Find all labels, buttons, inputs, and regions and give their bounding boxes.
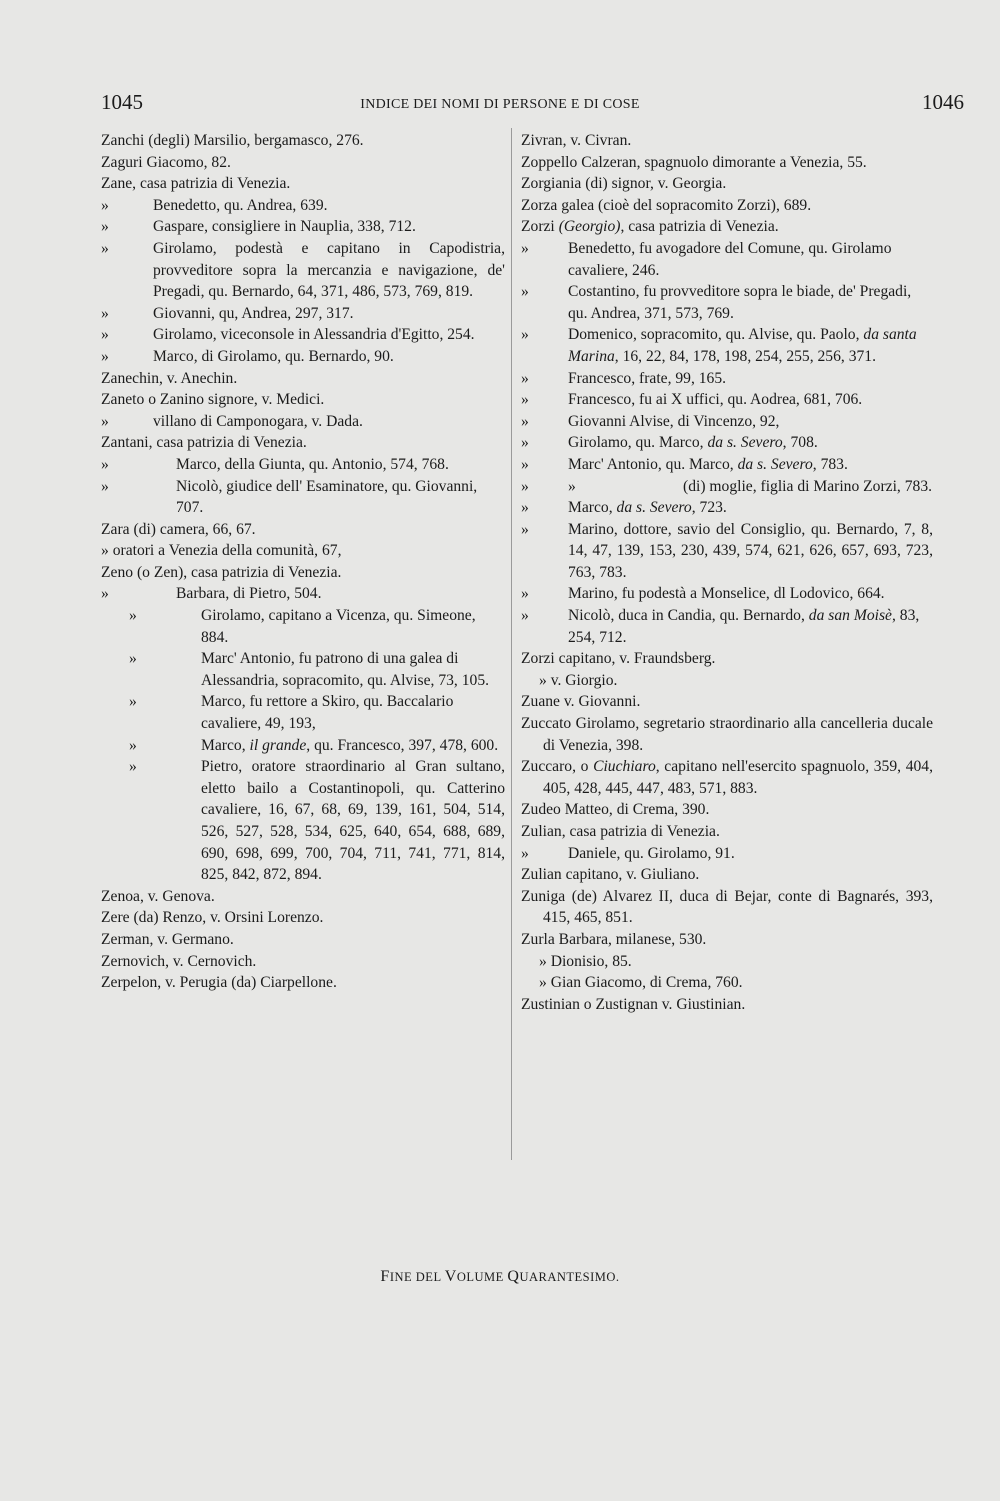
index-subentry: » Marc' Antonio, qu. Marco, da s. Severo, 783. xyxy=(521,454,933,476)
index-subentry: » Marco, della Giunta, qu. Antonio, 574, 768. xyxy=(101,454,505,476)
index-entry: Zurla Barbara, milanese, 530. xyxy=(521,930,707,948)
ditto-mark: » xyxy=(101,239,109,257)
index-entry: Zanchi (degli) Marsilio, bergamasco, 276. xyxy=(101,132,364,149)
index-subentry: » Francesco, frate, 99, 165. xyxy=(521,368,933,390)
ditto-mark: » xyxy=(521,520,529,538)
ditto-mark: » xyxy=(101,412,109,430)
running-head: INDICE DEI NOMI DI PERSONE E DI COSE xyxy=(360,97,640,112)
index-entry: Zuccaro, o Ciuchiaro, capitano nell'esercito spagnuolo, 359, 404, 405, 428, 445, 447, 483, 571, 883. xyxy=(521,758,933,797)
ditto-mark: » xyxy=(101,304,109,322)
ditto-mark: » xyxy=(539,952,547,970)
index-subentry: » Marc' Antonio, fu patrono di una galea di Alessandria, sopracomito, qu. Alvise, 73, 105. xyxy=(101,648,505,691)
index-subentry: » » (di) moglie, figlia di Marino Zorzi, 783. xyxy=(521,476,933,498)
ditto-mark: » xyxy=(521,239,529,257)
index-subentry: » Nicolò, duca in Candia, qu. Bernardo, da san Moisè, 83, 254, 712. xyxy=(521,607,920,646)
index-entry: Zernovich, v. Cernovich. xyxy=(101,952,257,970)
index-entry: Zuniga (de) Alvarez II, duca di Bejar, conte di Bagnarés, 393, 415, 465, 851. xyxy=(521,887,933,927)
index-entry: Zantani, casa patrizia di Venezia. xyxy=(101,434,307,452)
index-subentry: » Marco, di Girolamo, qu. Bernardo, 90. xyxy=(101,346,505,368)
index-subentry: » Benedetto, qu. Andrea, 639. xyxy=(101,195,505,217)
index-entry: Zane, casa patrizia di Venezia. xyxy=(101,175,291,193)
ditto-mark: » xyxy=(539,671,547,689)
page-number-left: 1045 xyxy=(101,90,143,114)
index-subentry: » Gian Giacomo, di Crema, 760. xyxy=(521,972,933,994)
ditto-mark: » xyxy=(129,693,137,711)
index-column-right xyxy=(521,130,933,1015)
index-column-left xyxy=(101,130,505,994)
column-divider xyxy=(511,128,512,1160)
index-entry: Zaneto o Zanino signore, v. Medici. xyxy=(101,391,325,409)
index-subentry: » Pietro, oratore straordinario al Gran sultano, eletto bailo a Costantinopoli, qu. Catterino cavaliere, 16, 67, 68, 69, 139, 161, 504, 514, 526, 527, 528, 534, 625, 640, 654, 688, 689, 690, 698, 699, 700, 704, 711, 741, 771, 814, 825, 842, 872, 894. xyxy=(101,756,505,886)
index-subentry: » Marino, fu podestà a Monselice, dl Lodovico, 664. xyxy=(521,583,933,605)
ditto-mark: » xyxy=(521,477,529,495)
index-subentry: » Girolamo, qu. Marco, da s. Severo, 708. xyxy=(521,432,933,454)
ditto-mark: » xyxy=(101,347,109,365)
index-entry: Zustinian o Zustignan v. Giustinian. xyxy=(521,995,746,1013)
index-subentry: » Marco, il grande, qu. Francesco, 397, 478, 600. xyxy=(101,735,505,757)
index-subentry: » Nicolò, giudice dell' Esaminatore, qu. Giovanni, 707. xyxy=(101,477,478,517)
ditto-mark: » xyxy=(521,369,529,387)
index-subentry: » villano di Camponogara, v. Dada. xyxy=(101,411,505,433)
index-subentry: » Benedetto, fu avogadore del Comune, qu. Girolamo cavaliere, 246. xyxy=(521,239,892,279)
index-entry: Zeno (o Zen), casa patrizia di Venezia. xyxy=(101,563,342,581)
index-subentry: » Girolamo, capitano a Vicenza, qu. Simeone, 884. xyxy=(101,605,505,648)
index-subentry: » Girolamo, podestà e capitano in Capodistria, provveditore sopra la mercanzia e navigazione, de' Pregadi, qu. Bernardo, 64, 371, 486, 573, 769, 819. xyxy=(101,239,505,301)
index-subentry: » Giovanni, qu, Andrea, 297, 317. xyxy=(101,303,505,325)
ditto-mark: » xyxy=(521,434,529,452)
ditto-mark: » xyxy=(101,218,109,236)
ditto-mark: » xyxy=(521,412,529,430)
index-entry: Zara (di) camera, 66, 67. xyxy=(101,520,256,538)
index-entry: Zuccato Girolamo, segretario straordinario alla cancelleria ducale di Venezia, 398. xyxy=(521,715,933,754)
index-entry: Zudeo Matteo, di Crema, 390. xyxy=(521,801,710,819)
ditto-mark: » xyxy=(101,542,109,560)
index-entry: Zivran, v. Civran. xyxy=(521,132,632,149)
ditto-mark: » xyxy=(101,196,109,214)
ditto-mark: » xyxy=(521,607,529,625)
index-subentry: » v. Giorgio. xyxy=(521,670,933,692)
ditto-mark: » xyxy=(101,477,109,495)
ditto-mark: » xyxy=(568,477,576,495)
index-entry: Zaguri Giacomo, 82. xyxy=(101,153,231,171)
index-entry: Zanechin, v. Anechin. xyxy=(101,369,238,387)
index-entry: Zoppello Calzeran, spagnuolo dimorante a Venezia, 55. xyxy=(521,153,867,171)
ditto-mark: » xyxy=(521,455,529,473)
ditto-mark: » xyxy=(539,974,547,992)
index-subentry: » Marco, fu rettore a Skiro, qu. Baccalario cavaliere, 49, 193, xyxy=(101,691,505,734)
index-entry: Zere (da) Renzo, v. Orsini Lorenzo. xyxy=(101,909,324,927)
ditto-mark: » xyxy=(129,650,137,668)
index-entry: Zerpelon, v. Perugia (da) Ciarpellone. xyxy=(101,974,337,992)
index-subentry: » Marco, da s. Severo, 723. xyxy=(521,497,933,519)
index-subentry: » Dionisio, 85. xyxy=(521,951,933,973)
ditto-mark: » xyxy=(521,585,529,603)
index-entry: Zerman, v. Germano. xyxy=(101,930,234,948)
index-entry: Zenoa, v. Genova. xyxy=(101,887,215,905)
ditto-mark: » xyxy=(521,283,529,301)
page-number-right: 1046 xyxy=(922,90,964,114)
index-entry: Zulian capitano, v. Giuliano. xyxy=(521,866,700,884)
index-subentry: » Daniele, qu. Girolamo, 91. xyxy=(521,843,933,865)
index-entry: Zulian, casa patrizia di Venezia. xyxy=(521,823,720,840)
ditto-mark: » xyxy=(101,585,109,603)
index-subentry: » oratori a Venezia della comunità, 67, xyxy=(101,542,342,560)
index-subentry: » Barbara, di Pietro, 504. xyxy=(101,583,505,605)
ditto-mark: » xyxy=(521,844,529,862)
index-subentry: » Francesco, fu ai X uffici, qu. Aodrea, 681, 706. xyxy=(521,389,933,411)
index-subentry: » Marino, dottore, savio del Consiglio, qu. Bernardo, 7, 8, 14, 47, 139, 153, 230, 439, 574, 621, 626, 657, 693, 723, 763, 783. xyxy=(521,520,933,581)
volume-end-note: FINE DEL VOLUME QUARANTESIMO. xyxy=(380,1268,620,1285)
ditto-mark: » xyxy=(129,607,137,625)
ditto-mark: » xyxy=(129,758,137,776)
ditto-mark: » xyxy=(521,391,529,409)
index-subentry: » Girolamo, viceconsole in Alessandria d'Egitto, 254. xyxy=(101,324,505,346)
index-subentry: » Costantino, fu provveditore sopra le biade, de' Pregadi, qu. Andrea, 371, 573, 769. xyxy=(521,283,912,322)
index-entry: Zorzi (Georgio), casa patrizia di Venezia. xyxy=(521,218,779,236)
ditto-mark: » xyxy=(521,499,529,517)
index-subentry: » Gaspare, consigliere in Nauplia, 338, 712. xyxy=(101,216,505,238)
ditto-mark: » xyxy=(101,326,109,344)
index-entry: Zorgiania (di) signor, v. Georgia. xyxy=(521,175,727,193)
ditto-mark: » xyxy=(521,326,529,344)
index-entry: Zuane v. Giovanni. xyxy=(521,693,641,711)
index-entry: Zorza galea (cioè del sopracomito Zorzi), 689. xyxy=(521,196,812,214)
ditto-mark: » xyxy=(129,736,137,754)
index-entry: Zorzi capitano, v. Fraundsberg. xyxy=(521,650,716,668)
index-subentry: » Domenico, sopracomito, qu. Alvise, qu. Paolo, da santa Marina, 16, 22, 84, 178, 198, 254, 255, 256, 371. xyxy=(521,326,917,365)
ditto-mark: » xyxy=(101,455,109,473)
index-subentry: » Giovanni Alvise, di Vincenzo, 92, xyxy=(521,411,933,433)
